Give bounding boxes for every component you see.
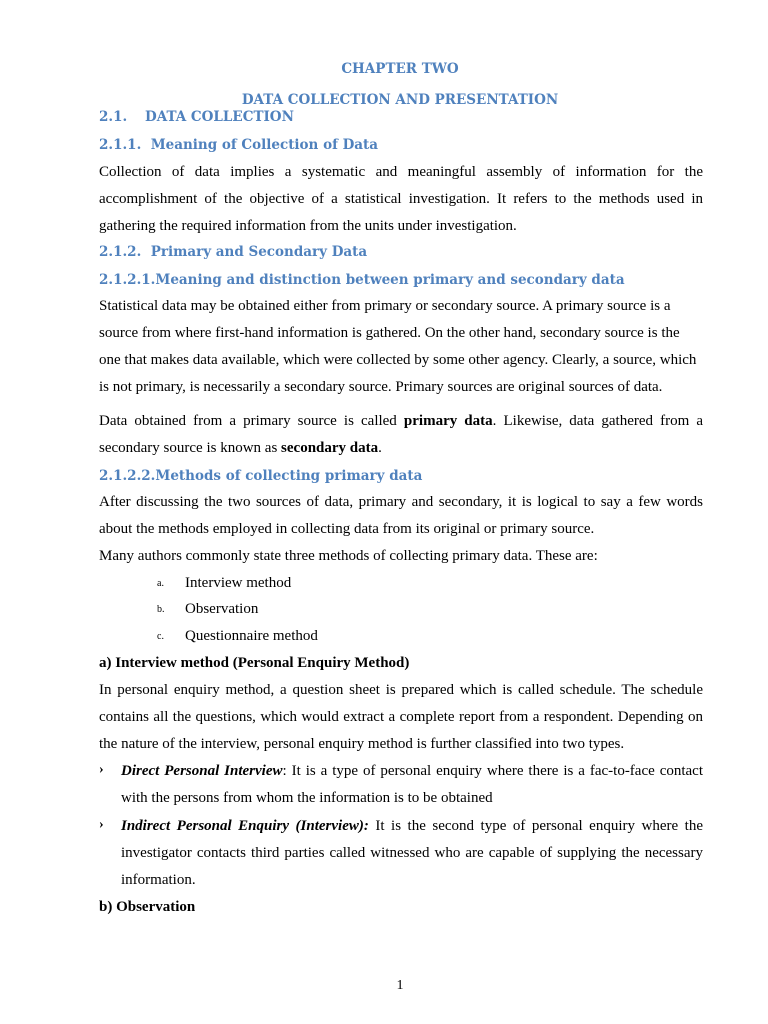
section-title: Methods of collecting primary data — [155, 468, 423, 484]
paragraph-personal-enquiry: In personal enquiry method, a question sheet is prepared which is called schedule. The schedule contains all the questions, which would extract a complete report from a respondent. Depending on the nature of the interview, personal enquiry method is further classified into two types. — [99, 682, 703, 752]
list-item-label: Observation — [185, 601, 259, 617]
bullet-separator: : — [363, 818, 369, 834]
section-2-1-2-1-heading — [99, 272, 625, 288]
section-2-1-2-heading — [99, 244, 367, 260]
bullet-indirect-enquiry — [121, 813, 703, 894]
bullet-term: Indirect Personal Enquiry (Interview) — [121, 818, 364, 834]
text-run: . Likewise, data gathered from a secondary source is known as — [99, 413, 703, 456]
section-2-1-heading — [99, 109, 294, 125]
chapter-subtitle: DATA COLLECTION AND PRESENTATION — [241, 92, 559, 108]
paragraph-methods-intro: After discussing the two sources of data, primary and secondary, it is logical to say a few words about the methods employed in collecting data from its original or primary source. — [99, 494, 703, 537]
term-secondary-data: secondary data — [281, 440, 379, 456]
term-primary-data: primary data — [403, 413, 493, 429]
section-title: Meaning of Collection of Data — [150, 137, 379, 153]
chevron-bullet-icon: › — [99, 762, 104, 777]
text-run: Data obtained from a primary source is called — [99, 413, 404, 429]
bullet-text: It is a type of personal enquiry where there is a fac-to-face contact with the persons from whom the information is to be obtained — [121, 763, 704, 806]
bullet-term: Direct Personal Interview — [121, 763, 283, 779]
list-marker: c. — [157, 631, 164, 642]
paragraph-primary-data-definition — [99, 408, 703, 462]
chevron-bullet-icon: › — [99, 817, 104, 832]
section-number: 2.1.2.2. — [99, 468, 156, 484]
bullet-direct-interview — [121, 758, 703, 812]
section-2-1-1-heading — [99, 137, 378, 153]
paragraph-meaning-collection: Collection of data implies a systematic and meaningful assembly of information for the accomplishment of the objective of a statistical investigation. It refers to the methods used in gathering the required information from the units under investigation. — [99, 164, 703, 234]
subheading-observation: b) Observation — [99, 899, 196, 915]
page-number: 1 — [396, 978, 404, 993]
section-title: Meaning and distinction between primary and secondary data — [155, 272, 625, 288]
list-item-label: Questionnaire method — [185, 628, 318, 644]
bullet-text: It is the second type of personal enquiry where the investigator contacts third parties called witnessed who are capable of supplying the necessary information. — [121, 818, 703, 888]
list-marker: a. — [157, 578, 164, 589]
text-run: . — [378, 440, 382, 456]
chapter-title: CHAPTER TWO — [341, 61, 459, 77]
section-title: DATA COLLECTION — [145, 109, 294, 125]
paragraph-three-methods: Many authors commonly state three methods of collecting primary data. These are: — [99, 548, 598, 564]
section-number: 2.1.2.1. — [99, 272, 156, 288]
section-number: 2.1.1. — [99, 137, 142, 153]
section-2-1-2-2-heading — [99, 468, 422, 484]
section-title: Primary and Secondary Data — [150, 244, 368, 260]
section-number: 2.1. — [99, 109, 128, 125]
section-number: 2.1.2. — [99, 244, 142, 260]
subheading-interview-method: a) Interview method (Personal Enquiry Method) — [99, 655, 410, 671]
list-marker: b. — [157, 604, 165, 615]
bullet-separator: : — [282, 763, 287, 779]
list-item-label: Interview method — [185, 575, 292, 591]
paragraph-primary-secondary: Statistical data may be obtained either from primary or secondary source. A primary source is a source from where first-hand information is gathered. On the other hand, secondary source is the one that makes data available, which were collected by some other agency. Clearly, a source, which is not primary, is necessarily a secondary source. Primary sources are original sources of data. — [99, 298, 697, 395]
